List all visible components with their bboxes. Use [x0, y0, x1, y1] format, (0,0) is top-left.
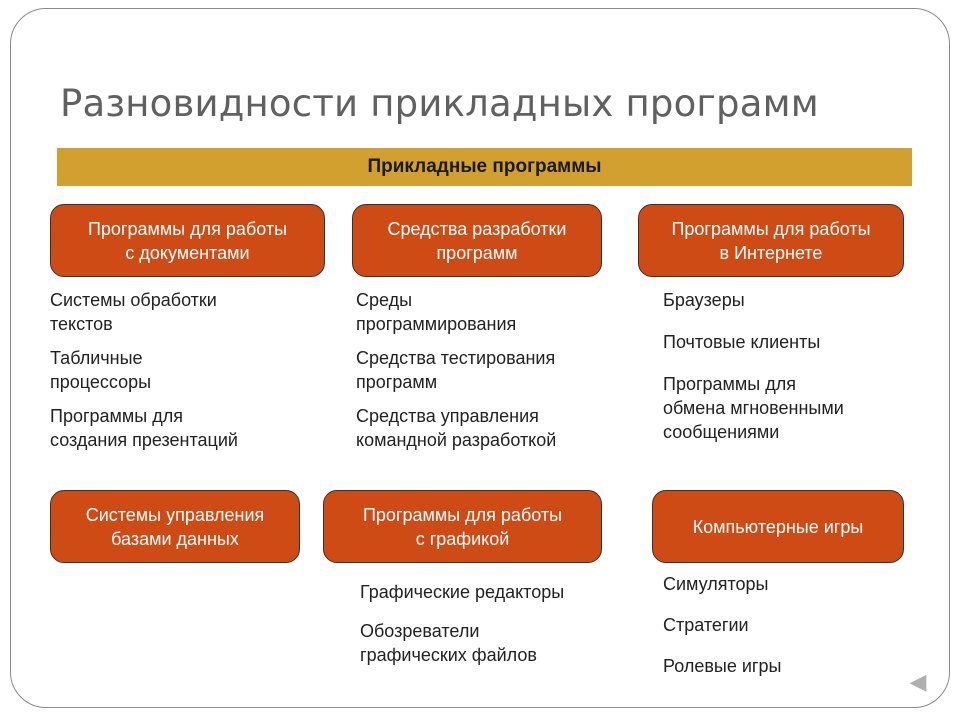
- list-item: Средства управления командной разработкой: [356, 406, 557, 450]
- list-item: Среды программирования: [356, 290, 517, 334]
- category-internet: Программы для работы в Интернете: [638, 204, 904, 277]
- category-databases: Системы управления базами данных: [50, 490, 300, 563]
- list-games: [663, 572, 903, 688]
- list-item: Браузеры: [663, 290, 745, 310]
- list-internet: [663, 288, 923, 454]
- list-documents: [50, 288, 330, 462]
- list-item: Стратегии: [663, 615, 749, 635]
- list-item: Ролевые игры: [663, 656, 782, 676]
- slide-nav-icon[interactable]: ◀: [909, 669, 927, 694]
- category-graphics: Программы для работы с графикой: [323, 490, 602, 563]
- list-item: Средства тестирования программ: [356, 348, 556, 392]
- list-graphics: [360, 580, 650, 677]
- list-item: Табличные процессоры: [50, 348, 152, 392]
- category-games: Компьютерные игры: [652, 490, 904, 563]
- banner-applied-programs: Прикладные программы: [57, 148, 912, 186]
- list-item: Почтовые клиенты: [663, 332, 821, 352]
- list-item: Системы обработки текстов: [50, 290, 217, 334]
- list-item: Программы для обмена мгновенными сообщениями: [663, 374, 844, 442]
- list-development: [356, 288, 636, 462]
- list-item: Программы для создания презентаций: [50, 406, 238, 450]
- category-documents: Программы для работы с документами: [50, 204, 325, 277]
- list-item: Графические редакторы: [360, 582, 565, 602]
- list-item: Обозреватели графических файлов: [360, 621, 537, 665]
- category-development: Средства разработки программ: [352, 204, 602, 277]
- slide-title: Разновидности прикладных программ: [60, 82, 819, 125]
- list-item: Симуляторы: [663, 574, 769, 594]
